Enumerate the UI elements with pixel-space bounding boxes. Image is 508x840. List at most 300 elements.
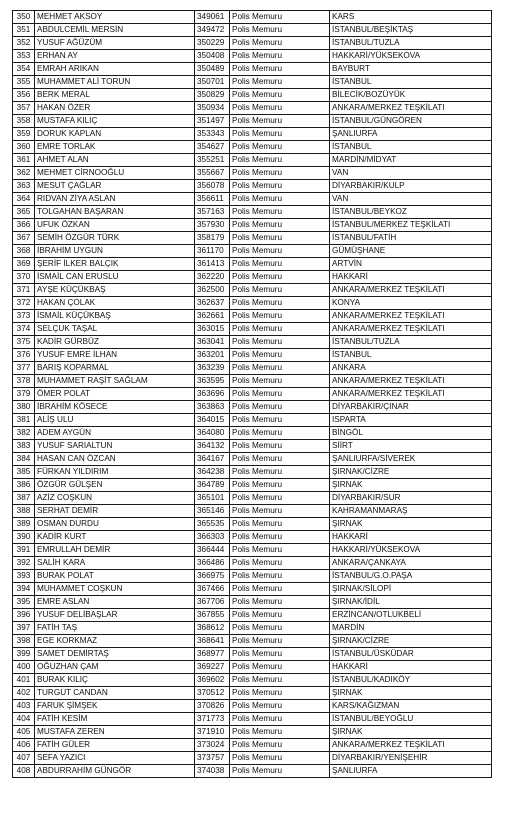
- registry-number-cell: 371773: [195, 713, 230, 726]
- assignment-place-cell: İSTANBUL/BEYKOZ: [330, 206, 492, 219]
- title-cell: Polis Memuru: [230, 440, 330, 453]
- title-cell: Polis Memuru: [230, 622, 330, 635]
- table-row: [13, 609, 492, 622]
- title-cell: Polis Memuru: [230, 427, 330, 440]
- title-cell: Polis Memuru: [230, 102, 330, 115]
- title-cell: Polis Memuru: [230, 726, 330, 739]
- assignment-place-cell: ŞIRNAK/CİZRE: [330, 635, 492, 648]
- title-cell: Polis Memuru: [230, 635, 330, 648]
- title-cell: Polis Memuru: [230, 544, 330, 557]
- table-row: [13, 167, 492, 180]
- row-number-cell: 386: [13, 479, 35, 492]
- full-name-cell: EMRE ASLAN: [35, 596, 195, 609]
- row-number-cell: 353: [13, 50, 35, 63]
- row-number-cell: 403: [13, 700, 35, 713]
- assignment-place-cell: DİYARBAKIR/ÇINAR: [330, 401, 492, 414]
- full-name-cell: FATİH GÜLER: [35, 739, 195, 752]
- title-cell: Polis Memuru: [230, 505, 330, 518]
- title-cell: Polis Memuru: [230, 219, 330, 232]
- full-name-cell: YUSUF SARIALTUN: [35, 440, 195, 453]
- registry-number-cell: 369227: [195, 661, 230, 674]
- row-number-cell: 400: [13, 661, 35, 674]
- table-row: [13, 193, 492, 206]
- full-name-cell: AHMET ALAN: [35, 154, 195, 167]
- full-name-cell: BERK MERAL: [35, 89, 195, 102]
- title-cell: Polis Memuru: [230, 89, 330, 102]
- table-row: [13, 661, 492, 674]
- table-row: [13, 466, 492, 479]
- title-cell: Polis Memuru: [230, 258, 330, 271]
- assignment-place-cell: ANKARA: [330, 362, 492, 375]
- title-cell: Polis Memuru: [230, 596, 330, 609]
- title-cell: Polis Memuru: [230, 323, 330, 336]
- table-row: [13, 635, 492, 648]
- assignment-place-cell: ANKARA/ÇANKAYA: [330, 557, 492, 570]
- full-name-cell: EMRULLAH DEMİR: [35, 544, 195, 557]
- full-name-cell: MUSTAFA KILIÇ: [35, 115, 195, 128]
- registry-number-cell: 365146: [195, 505, 230, 518]
- registry-number-cell: 349472: [195, 24, 230, 37]
- table-row: [13, 232, 492, 245]
- title-cell: Polis Memuru: [230, 232, 330, 245]
- registry-number-cell: 367855: [195, 609, 230, 622]
- title-cell: Polis Memuru: [230, 570, 330, 583]
- table-row: [13, 76, 492, 89]
- title-cell: Polis Memuru: [230, 349, 330, 362]
- full-name-cell: FATİH TAŞ: [35, 622, 195, 635]
- registry-number-cell: 356078: [195, 180, 230, 193]
- row-number-cell: 379: [13, 388, 35, 401]
- registry-number-cell: 361170: [195, 245, 230, 258]
- title-cell: Polis Memuru: [230, 76, 330, 89]
- registry-number-cell: 350701: [195, 76, 230, 89]
- row-number-cell: 370: [13, 271, 35, 284]
- registry-number-cell: 363041: [195, 336, 230, 349]
- registry-number-cell: 363015: [195, 323, 230, 336]
- assignment-place-cell: MARDİN/MİDYAT: [330, 154, 492, 167]
- table-row: [13, 505, 492, 518]
- assignment-place-cell: ŞIRNAK: [330, 726, 492, 739]
- title-cell: Polis Memuru: [230, 479, 330, 492]
- row-number-cell: 365: [13, 206, 35, 219]
- registry-number-cell: 368641: [195, 635, 230, 648]
- registry-number-cell: 361413: [195, 258, 230, 271]
- table-row: [13, 518, 492, 531]
- row-number-cell: 402: [13, 687, 35, 700]
- title-cell: Polis Memuru: [230, 24, 330, 37]
- row-number-cell: 366: [13, 219, 35, 232]
- table-row: [13, 531, 492, 544]
- full-name-cell: YUSUF EMRE İLHAN: [35, 349, 195, 362]
- title-cell: Polis Memuru: [230, 388, 330, 401]
- registry-number-cell: 356611: [195, 193, 230, 206]
- title-cell: Polis Memuru: [230, 362, 330, 375]
- title-cell: Polis Memuru: [230, 453, 330, 466]
- registry-number-cell: 364015: [195, 414, 230, 427]
- title-cell: Polis Memuru: [230, 141, 330, 154]
- assignment-place-cell: İSTANBUL/KADIKÖY: [330, 674, 492, 687]
- full-name-cell: BURAK POLAT: [35, 570, 195, 583]
- table-row: [13, 37, 492, 50]
- registry-number-cell: 362637: [195, 297, 230, 310]
- title-cell: Polis Memuru: [230, 583, 330, 596]
- registry-number-cell: 358179: [195, 232, 230, 245]
- full-name-cell: OĞUZHAN ÇAM: [35, 661, 195, 674]
- full-name-cell: MUHAMMET COŞKUN: [35, 583, 195, 596]
- title-cell: Polis Memuru: [230, 297, 330, 310]
- full-name-cell: HAKAN ÖZER: [35, 102, 195, 115]
- row-number-cell: 389: [13, 518, 35, 531]
- full-name-cell: SALİH KARA: [35, 557, 195, 570]
- table-row: [13, 687, 492, 700]
- full-name-cell: ABDURRAHİM GÜNGÖR: [35, 765, 195, 778]
- full-name-cell: MEHMET AKSOY: [35, 11, 195, 24]
- table-row: [13, 765, 492, 778]
- title-cell: Polis Memuru: [230, 193, 330, 206]
- title-cell: Polis Memuru: [230, 648, 330, 661]
- row-number-cell: 377: [13, 362, 35, 375]
- full-name-cell: YUSUF DELİBAŞLAR: [35, 609, 195, 622]
- registry-number-cell: 370512: [195, 687, 230, 700]
- assignment-place-cell: ŞIRNAK: [330, 518, 492, 531]
- assignment-place-cell: VAN: [330, 167, 492, 180]
- table-row: [13, 570, 492, 583]
- row-number-cell: 357: [13, 102, 35, 115]
- full-name-cell: SERHAT DEMİR: [35, 505, 195, 518]
- assignment-place-cell: VAN: [330, 193, 492, 206]
- assignment-place-cell: DİYARBAKIR/KULP: [330, 180, 492, 193]
- assignment-place-cell: ŞIRNAK/SİLOPİ: [330, 583, 492, 596]
- title-cell: Polis Memuru: [230, 50, 330, 63]
- row-number-cell: 380: [13, 401, 35, 414]
- assignment-place-cell: İSTANBUL/ÜSKÜDAR: [330, 648, 492, 661]
- full-name-cell: SELÇUK TAŞAL: [35, 323, 195, 336]
- table-row: [13, 375, 492, 388]
- assignment-place-cell: ANKARA/MERKEZ TEŞKİLATI: [330, 102, 492, 115]
- assignment-place-cell: DİYARBAKIR/YENİŞEHİR: [330, 752, 492, 765]
- assignment-place-cell: ANKARA/MERKEZ TEŞKİLATI: [330, 388, 492, 401]
- full-name-cell: ABDULCEMİL MERSİN: [35, 24, 195, 37]
- registry-number-cell: 369602: [195, 674, 230, 687]
- row-number-cell: 374: [13, 323, 35, 336]
- full-name-cell: YUSUF AĞÜZÜM: [35, 37, 195, 50]
- registry-number-cell: 368977: [195, 648, 230, 661]
- full-name-cell: ERHAN AY: [35, 50, 195, 63]
- assignment-place-cell: İSTANBUL/G.O.PAŞA: [330, 570, 492, 583]
- table-row: [13, 206, 492, 219]
- title-cell: Polis Memuru: [230, 63, 330, 76]
- assignment-place-cell: KONYA: [330, 297, 492, 310]
- row-number-cell: 356: [13, 89, 35, 102]
- title-cell: Polis Memuru: [230, 687, 330, 700]
- registry-number-cell: 350489: [195, 63, 230, 76]
- full-name-cell: HAKAN ÇOLAK: [35, 297, 195, 310]
- title-cell: Polis Memuru: [230, 765, 330, 778]
- row-number-cell: 378: [13, 375, 35, 388]
- title-cell: Polis Memuru: [230, 401, 330, 414]
- registry-number-cell: 371910: [195, 726, 230, 739]
- table-row: [13, 726, 492, 739]
- assignment-place-cell: ŞANLIURFA/SİVEREK: [330, 453, 492, 466]
- title-cell: Polis Memuru: [230, 11, 330, 24]
- table-row: [13, 219, 492, 232]
- registry-number-cell: 366486: [195, 557, 230, 570]
- assignment-place-cell: İSTANBUL/TUZLA: [330, 37, 492, 50]
- table-row: [13, 128, 492, 141]
- full-name-cell: RIDVAN ZİYA ASLAN: [35, 193, 195, 206]
- row-number-cell: 351: [13, 24, 35, 37]
- row-number-cell: 397: [13, 622, 35, 635]
- table-row: [13, 557, 492, 570]
- table-row: [13, 115, 492, 128]
- registry-number-cell: 366303: [195, 531, 230, 544]
- table-row: [13, 349, 492, 362]
- table-row: [13, 700, 492, 713]
- table-row: [13, 24, 492, 37]
- assignment-place-cell: İSTANBUL: [330, 141, 492, 154]
- full-name-cell: BARIŞ KOPARMAL: [35, 362, 195, 375]
- row-number-cell: 399: [13, 648, 35, 661]
- title-cell: Polis Memuru: [230, 284, 330, 297]
- table-row: [13, 596, 492, 609]
- row-number-cell: 404: [13, 713, 35, 726]
- full-name-cell: OSMAN DURDU: [35, 518, 195, 531]
- registry-number-cell: 374038: [195, 765, 230, 778]
- table-row: [13, 479, 492, 492]
- full-name-cell: MUHAMMET ALİ TORUN: [35, 76, 195, 89]
- assignment-place-cell: BİLECİK/BOZÜYÜK: [330, 89, 492, 102]
- full-name-cell: SEMİH ÖZGÜR TÜRK: [35, 232, 195, 245]
- table-row: [13, 50, 492, 63]
- title-cell: Polis Memuru: [230, 752, 330, 765]
- title-cell: Polis Memuru: [230, 336, 330, 349]
- title-cell: Polis Memuru: [230, 206, 330, 219]
- assignment-place-cell: İSTANBUL: [330, 349, 492, 362]
- table-row: [13, 271, 492, 284]
- full-name-cell: ÖMER POLAT: [35, 388, 195, 401]
- registry-number-cell: 367706: [195, 596, 230, 609]
- title-cell: Polis Memuru: [230, 375, 330, 388]
- table-row: [13, 245, 492, 258]
- assignment-place-cell: İSTANBUL/TUZLA: [330, 336, 492, 349]
- assignment-place-cell: GÜMÜŞHANE: [330, 245, 492, 258]
- table-row: [13, 713, 492, 726]
- table-row: [13, 388, 492, 401]
- row-number-cell: 405: [13, 726, 35, 739]
- assignment-place-cell: ŞIRNAK: [330, 687, 492, 700]
- assignment-place-cell: HAKKARİ: [330, 661, 492, 674]
- assignment-place-cell: İSTANBUL/BEŞİKTAŞ: [330, 24, 492, 37]
- title-cell: Polis Memuru: [230, 466, 330, 479]
- full-name-cell: İBRAHİM UYGUN: [35, 245, 195, 258]
- table-row: [13, 323, 492, 336]
- registry-number-cell: 349061: [195, 11, 230, 24]
- registry-number-cell: 357163: [195, 206, 230, 219]
- registry-number-cell: 351497: [195, 115, 230, 128]
- table-row: [13, 427, 492, 440]
- registry-number-cell: 350229: [195, 37, 230, 50]
- registry-number-cell: 365101: [195, 492, 230, 505]
- assignment-place-cell: HAKKARİ: [330, 271, 492, 284]
- table-row: [13, 154, 492, 167]
- row-number-cell: 350: [13, 11, 35, 24]
- full-name-cell: MEHMET CİRNOOĞLU: [35, 167, 195, 180]
- table-row: [13, 310, 492, 323]
- row-number-cell: 383: [13, 440, 35, 453]
- title-cell: Polis Memuru: [230, 739, 330, 752]
- table-row: [13, 180, 492, 193]
- full-name-cell: EMRE TORLAK: [35, 141, 195, 154]
- full-name-cell: EMRAH ARIKAN: [35, 63, 195, 76]
- table-row: [13, 674, 492, 687]
- row-number-cell: 407: [13, 752, 35, 765]
- registry-number-cell: 362661: [195, 310, 230, 323]
- full-name-cell: BURAK KILIÇ: [35, 674, 195, 687]
- table-row: [13, 297, 492, 310]
- row-number-cell: 360: [13, 141, 35, 154]
- full-name-cell: İBRAHİM KÖSECE: [35, 401, 195, 414]
- title-cell: Polis Memuru: [230, 661, 330, 674]
- registry-number-cell: 363595: [195, 375, 230, 388]
- table-row: [13, 648, 492, 661]
- full-name-cell: KADİR KURT: [35, 531, 195, 544]
- assignment-place-cell: ANKARA/MERKEZ TEŞKİLATI: [330, 739, 492, 752]
- title-cell: Polis Memuru: [230, 310, 330, 323]
- table-row: [13, 752, 492, 765]
- registry-number-cell: 367466: [195, 583, 230, 596]
- assignment-place-cell: KARS/KAĞIZMAN: [330, 700, 492, 713]
- registry-number-cell: 364238: [195, 466, 230, 479]
- row-number-cell: 395: [13, 596, 35, 609]
- row-number-cell: 387: [13, 492, 35, 505]
- row-number-cell: 376: [13, 349, 35, 362]
- personnel-table-body: [13, 11, 492, 778]
- table-row: [13, 11, 492, 24]
- full-name-cell: AYŞE KÜÇÜKBAŞ: [35, 284, 195, 297]
- assignment-place-cell: ŞIRNAK: [330, 479, 492, 492]
- full-name-cell: ŞERİF İLKER BALÇIK: [35, 258, 195, 271]
- registry-number-cell: 363201: [195, 349, 230, 362]
- row-number-cell: 390: [13, 531, 35, 544]
- table-row: [13, 739, 492, 752]
- full-name-cell: HASAN CAN ÖZCAN: [35, 453, 195, 466]
- title-cell: Polis Memuru: [230, 154, 330, 167]
- row-number-cell: 371: [13, 284, 35, 297]
- registry-number-cell: 364167: [195, 453, 230, 466]
- title-cell: Polis Memuru: [230, 180, 330, 193]
- assignment-place-cell: HAKKARİ: [330, 531, 492, 544]
- row-number-cell: 382: [13, 427, 35, 440]
- row-number-cell: 388: [13, 505, 35, 518]
- table-row: [13, 544, 492, 557]
- assignment-place-cell: ANKARA/MERKEZ TEŞKİLATI: [330, 310, 492, 323]
- title-cell: Polis Memuru: [230, 245, 330, 258]
- assignment-place-cell: SİİRT: [330, 440, 492, 453]
- full-name-cell: TOLGAHAN BAŞARAN: [35, 206, 195, 219]
- registry-number-cell: 363696: [195, 388, 230, 401]
- title-cell: Polis Memuru: [230, 713, 330, 726]
- row-number-cell: 408: [13, 765, 35, 778]
- row-number-cell: 381: [13, 414, 35, 427]
- full-name-cell: ADEM AYGÜN: [35, 427, 195, 440]
- assignment-place-cell: ANKARA/MERKEZ TEŞKİLATI: [330, 323, 492, 336]
- table-row: [13, 453, 492, 466]
- title-cell: Polis Memuru: [230, 115, 330, 128]
- table-row: [13, 401, 492, 414]
- table-row: [13, 583, 492, 596]
- title-cell: Polis Memuru: [230, 492, 330, 505]
- title-cell: Polis Memuru: [230, 271, 330, 284]
- registry-number-cell: 363239: [195, 362, 230, 375]
- assignment-place-cell: KARS: [330, 11, 492, 24]
- row-number-cell: 358: [13, 115, 35, 128]
- row-number-cell: 362: [13, 167, 35, 180]
- personnel-table: [12, 10, 492, 778]
- title-cell: Polis Memuru: [230, 609, 330, 622]
- full-name-cell: MUSTAFA ZEREN: [35, 726, 195, 739]
- assignment-place-cell: ŞANLIURFA: [330, 128, 492, 141]
- assignment-place-cell: DİYARBAKIR/SUR: [330, 492, 492, 505]
- full-name-cell: FÜRKAN YILDIRIM: [35, 466, 195, 479]
- assignment-place-cell: ARTVİN: [330, 258, 492, 271]
- table-row: [13, 362, 492, 375]
- registry-number-cell: 365535: [195, 518, 230, 531]
- row-number-cell: 375: [13, 336, 35, 349]
- assignment-place-cell: BİNGÖL: [330, 427, 492, 440]
- full-name-cell: EGE KORKMAZ: [35, 635, 195, 648]
- table-row: [13, 102, 492, 115]
- registry-number-cell: 370826: [195, 700, 230, 713]
- assignment-place-cell: MARDİN: [330, 622, 492, 635]
- assignment-place-cell: İSTANBUL/MERKEZ TEŞKİLATI: [330, 219, 492, 232]
- full-name-cell: SEFA YAZICI: [35, 752, 195, 765]
- full-name-cell: MESUT ÇAĞLAR: [35, 180, 195, 193]
- table-row: [13, 141, 492, 154]
- row-number-cell: 361: [13, 154, 35, 167]
- full-name-cell: SAMET DEMİRTAŞ: [35, 648, 195, 661]
- title-cell: Polis Memuru: [230, 167, 330, 180]
- registry-number-cell: 364132: [195, 440, 230, 453]
- registry-number-cell: 363863: [195, 401, 230, 414]
- registry-number-cell: 355667: [195, 167, 230, 180]
- row-number-cell: 401: [13, 674, 35, 687]
- title-cell: Polis Memuru: [230, 414, 330, 427]
- full-name-cell: İSMAİL KÜÇÜKBAŞ: [35, 310, 195, 323]
- table-row: [13, 440, 492, 453]
- full-name-cell: FARUK ŞİMŞEK: [35, 700, 195, 713]
- assignment-place-cell: BAYBURT: [330, 63, 492, 76]
- assignment-place-cell: ŞANLIURFA: [330, 765, 492, 778]
- row-number-cell: 384: [13, 453, 35, 466]
- registry-number-cell: 366444: [195, 544, 230, 557]
- registry-number-cell: 357930: [195, 219, 230, 232]
- assignment-place-cell: ŞIRNAK/CİZRE: [330, 466, 492, 479]
- row-number-cell: 372: [13, 297, 35, 310]
- title-cell: Polis Memuru: [230, 531, 330, 544]
- row-number-cell: 391: [13, 544, 35, 557]
- row-number-cell: 373: [13, 310, 35, 323]
- row-number-cell: 393: [13, 570, 35, 583]
- registry-number-cell: 355251: [195, 154, 230, 167]
- row-number-cell: 354: [13, 63, 35, 76]
- registry-number-cell: 350408: [195, 50, 230, 63]
- full-name-cell: FATİH KESİM: [35, 713, 195, 726]
- title-cell: Polis Memuru: [230, 128, 330, 141]
- row-number-cell: 398: [13, 635, 35, 648]
- registry-number-cell: 350829: [195, 89, 230, 102]
- registry-number-cell: 353343: [195, 128, 230, 141]
- row-number-cell: 369: [13, 258, 35, 271]
